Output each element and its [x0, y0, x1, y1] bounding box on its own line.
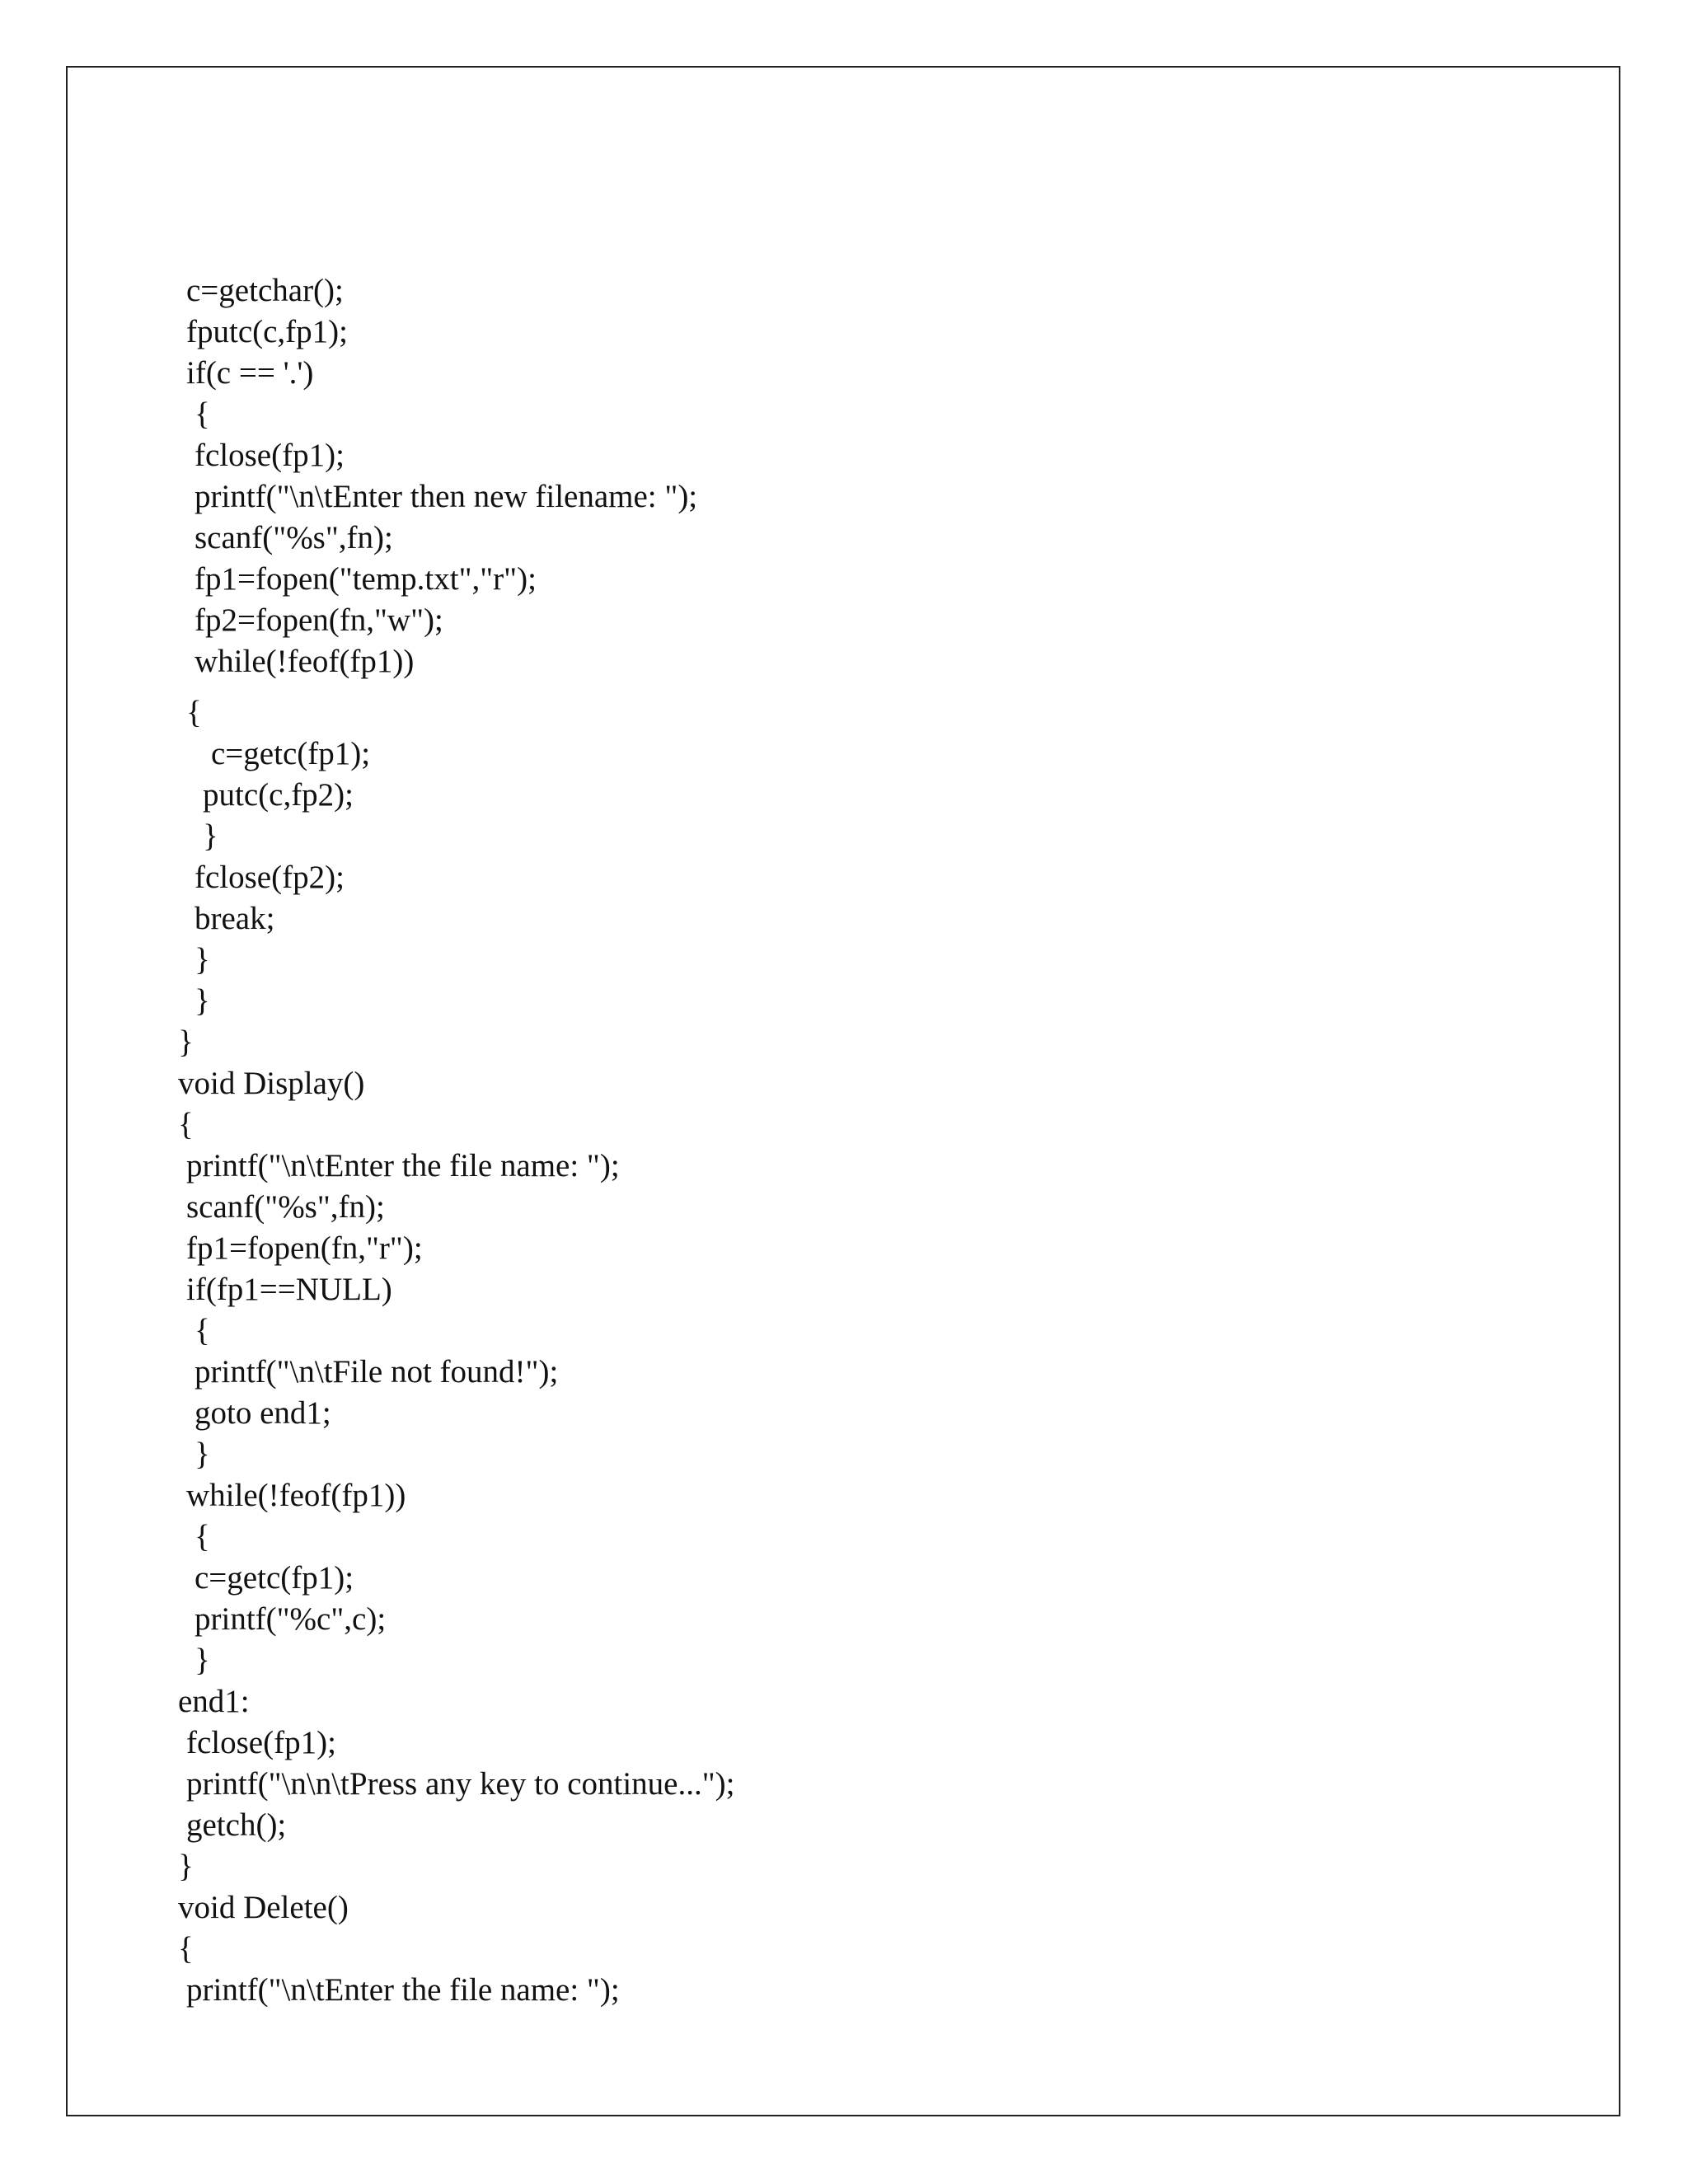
code-line: { — [195, 396, 210, 432]
code-line: printf("\n\tEnter the file name: "); — [186, 1972, 620, 2008]
code-line: fp1=fopen("temp.txt","r"); — [195, 561, 537, 597]
code-line: fp1=fopen(fn,"r"); — [186, 1230, 423, 1266]
code-line: break; — [195, 901, 275, 936]
code-line: void Display() — [178, 1066, 365, 1101]
code-line: { — [186, 695, 202, 730]
code-line: fp2=fopen(fn,"w"); — [195, 602, 443, 638]
code-line: while(!feof(fp1)) — [195, 644, 415, 679]
code-line: printf("\n\n\tPress any key to continue..."); — [186, 1766, 735, 1802]
code-listing — [165, 270, 1566, 2011]
code-line: printf("\n\tEnter the file name: "); — [186, 1148, 620, 1183]
code-line: fclose(fp2); — [195, 860, 345, 895]
code-line: c=getc(fp1); — [211, 736, 371, 771]
code-line: { — [178, 1107, 194, 1142]
code-line: end1: — [178, 1684, 250, 1719]
code-line: printf("\n\tEnter then new filename: "); — [195, 479, 698, 514]
code-line: scanf("%s",fn); — [186, 1189, 385, 1225]
code-line: fputc(c,fp1); — [186, 314, 348, 349]
code-line: } — [195, 1436, 210, 1472]
code-line: void Delete() — [178, 1890, 349, 1925]
code-line: while(!feof(fp1)) — [186, 1478, 406, 1513]
code-line: } — [195, 942, 210, 977]
code-line: printf("\n\tFile not found!"); — [195, 1354, 559, 1390]
code-line: c=getchar(); — [186, 273, 344, 308]
code-line: putc(c,fp2); — [203, 777, 354, 813]
code-line: } — [195, 1643, 210, 1678]
code-line: fclose(fp1); — [186, 1725, 336, 1760]
code-line: fclose(fp1); — [195, 438, 345, 473]
code-line: c=getc(fp1); — [195, 1560, 354, 1596]
code-line: } — [178, 1024, 194, 1060]
code-line: getch(); — [186, 1807, 287, 1843]
code-line: if(c == '.') — [186, 355, 314, 391]
code-line: } — [195, 983, 210, 1019]
code-line: } — [178, 1849, 194, 1884]
code-line: if(fp1==NULL) — [186, 1272, 392, 1307]
code-line: goto end1; — [195, 1395, 331, 1431]
code-line: } — [203, 818, 218, 854]
code-line: scanf("%s",fn); — [195, 520, 393, 555]
code-line: { — [195, 1519, 210, 1554]
code-line: printf("%c",c); — [195, 1601, 387, 1637]
code-line: { — [178, 1931, 194, 1966]
code-line: { — [195, 1313, 210, 1348]
